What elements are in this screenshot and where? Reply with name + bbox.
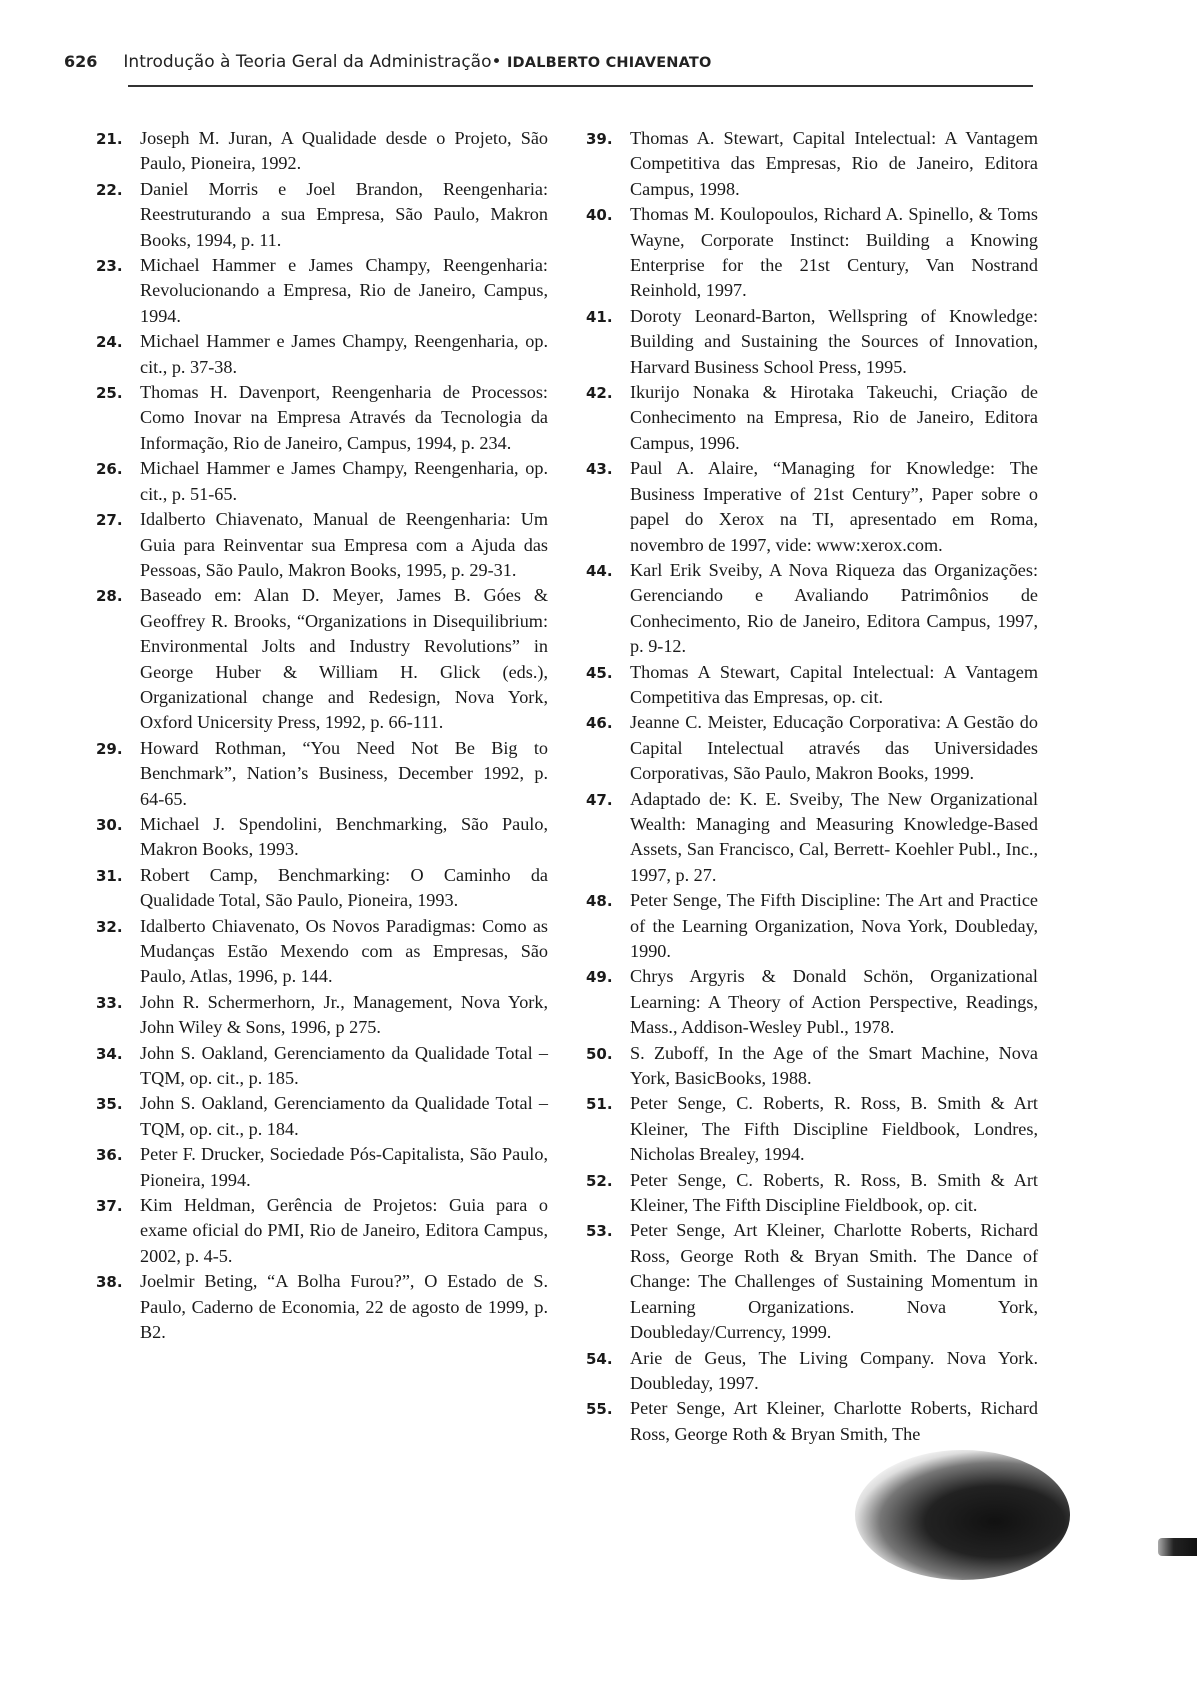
reference-number: 28. xyxy=(96,587,123,606)
reference-number: 25. xyxy=(96,384,123,403)
reference-item xyxy=(586,660,1038,711)
header-separator: • xyxy=(491,52,502,72)
reference-number: 29. xyxy=(96,739,123,758)
reference-text: Joelmir Beting, “A Bolha Furou?”, O Estado de S. Paulo, Caderno de Economia, 22 de agosto de 1999, p. B2. xyxy=(140,1271,548,1343)
reference-text: Peter Senge, Art Kleiner, Charlotte Roberts, Richard Ross, George Roth & Bryan Smith, The xyxy=(630,1398,1038,1444)
reference-item xyxy=(586,1041,1038,1092)
reference-text: Idalberto Chiavenato, Manual de Reengenharia: Um Guia para Reinventar sua Empresa com a Ajuda das Pessoas, São Paulo, Makron Books, 1995, p. 29-31. xyxy=(140,509,548,580)
reference-number: 24. xyxy=(96,333,123,352)
reference-text: Robert Camp, Benchmarking: O Caminho da Qualidade Total, São Paulo, Pioneira, 1993. xyxy=(140,864,548,911)
reference-text: John S. Oakland, Gerenciamento da Qualidade Total – TQM, op. cit., p. 185. xyxy=(140,1042,548,1089)
reference-text: Idalberto Chiavenato, Os Novos Paradigmas: Como as Mudanças Estão Mexendo com as Empresas, São Paulo, Atlas, 1996, p. 144. xyxy=(140,915,548,987)
reference-number: 22. xyxy=(96,180,123,199)
reference-text: John S. Oakland, Gerenciamento da Qualidade Total – TQM, op. cit., p. 184. xyxy=(140,1093,548,1139)
reference-number: 47. xyxy=(586,790,613,809)
reference-item xyxy=(96,329,548,380)
reference-number: 54. xyxy=(586,1349,613,1368)
reference-text: Daniel Morris e Joel Brandon, Reengenharia: Reestruturando a sua Empresa, São Paulo, Makron Books, 1994, p. 11. xyxy=(140,178,548,250)
reference-text: Doroty Leonard-Barton, Wellspring of Knowledge: Building and Sustaining the Sources of Innovation, Harvard Business School Press, 1995. xyxy=(630,305,1038,377)
reference-item xyxy=(586,456,1038,558)
reference-number: 26. xyxy=(96,460,123,479)
reference-item xyxy=(96,253,548,329)
reference-number: 50. xyxy=(586,1044,613,1063)
reference-item xyxy=(96,380,548,456)
reference-number: 33. xyxy=(96,993,123,1012)
reference-number: 53. xyxy=(586,1222,613,1241)
reference-text: Thomas M. Koulopoulos, Richard A. Spinello, & Toms Wayne, Corporate Instinct: Building a Knowing Enterprise for the 21st Century, Van Nostrand Reinhold, 1997. xyxy=(630,204,1038,301)
reference-text: Michael Hammer e James Champy, Reengenharia: Revolucionando a Empresa, Rio de Janeiro, Campus, 1994. xyxy=(140,255,548,326)
reference-text: Michael Hammer e James Champy, Reengenharia, op. cit., p. 37-38. xyxy=(140,331,548,377)
reference-item xyxy=(586,964,1038,1040)
reference-number: 55. xyxy=(586,1400,613,1419)
reference-item xyxy=(96,1091,548,1142)
scan-smudge xyxy=(855,1450,1070,1580)
reference-item xyxy=(586,1168,1038,1219)
reference-number: 37. xyxy=(96,1197,123,1216)
reference-item xyxy=(96,990,548,1041)
header-author: IDALBERTO CHIAVENATO xyxy=(506,55,712,71)
reference-number: 34. xyxy=(96,1044,123,1063)
reference-item xyxy=(96,1142,548,1193)
reference-item xyxy=(586,1091,1038,1167)
reference-text: Joseph M. Juran, A Qualidade desde o Projeto, São Paulo, Pioneira, 1992. xyxy=(140,128,548,174)
reference-item xyxy=(586,202,1038,304)
reference-item xyxy=(586,710,1038,786)
reference-item xyxy=(586,304,1038,380)
reference-text: John R. Schermerhorn, Jr., Management, Nova York, John Wiley & Sons, 1996, p 275. xyxy=(140,991,548,1038)
page-header xyxy=(64,52,1034,72)
reference-item xyxy=(586,888,1038,964)
reference-number: 44. xyxy=(586,561,613,580)
page-number: 626 xyxy=(64,52,98,71)
reference-number: 46. xyxy=(586,714,613,733)
reference-text: Peter F. Drucker, Sociedade Pós-Capitalista, São Paulo, Pioneira, 1994. xyxy=(140,1144,548,1190)
reference-item xyxy=(586,558,1038,660)
reference-item xyxy=(96,177,548,253)
reference-number: 23. xyxy=(96,257,123,276)
reference-item xyxy=(586,126,1038,202)
page-edge-mark xyxy=(1158,1538,1197,1556)
reference-number: 32. xyxy=(96,917,123,936)
reference-text: Peter Senge, C. Roberts, R. Ross, B. Smith & Art Kleiner, The Fifth Discipline Fieldbook, Londres, Nicholas Brealey, 1994. xyxy=(630,1093,1038,1165)
reference-item xyxy=(96,507,548,583)
reference-number: 38. xyxy=(96,1273,123,1292)
reference-text: Baseado em: Alan D. Meyer, James B. Góes & Geoffrey R. Brooks, “Organizations in Disequilibrium: Environmental Jolts and Industry Revolutions” in George Huber & William H. Glick (eds.), Organizational change and Redesign, Nova York, Oxford Unicersity Press, 1992, p. 66-111. xyxy=(140,585,548,733)
reference-text: Peter Senge, The Fifth Discipline: The Art and Practice of the Learning Organization, Nova York, Doubleday, 1990. xyxy=(630,890,1038,961)
reference-item xyxy=(96,126,548,177)
reference-item xyxy=(96,812,548,863)
reference-text: S. Zuboff, In the Age of the Smart Machine, Nova York, BasicBooks, 1988. xyxy=(630,1042,1038,1089)
header-rule xyxy=(128,85,1033,87)
reference-item xyxy=(96,1041,548,1092)
reference-item xyxy=(586,1218,1038,1345)
reference-text: Jeanne C. Meister, Educação Corporativa: A Gestão do Capital Intelectual através das Universidades Corporativas, São Paulo, Makron Books, 1999. xyxy=(630,712,1038,784)
reference-number: 39. xyxy=(586,130,613,148)
reference-item xyxy=(96,1193,548,1269)
reference-item xyxy=(96,914,548,990)
reference-number: 43. xyxy=(586,460,613,479)
reference-item xyxy=(586,1396,1038,1447)
reference-number: 45. xyxy=(586,663,613,682)
reference-number: 49. xyxy=(586,968,613,987)
reference-text: Howard Rothman, “You Need Not Be Big to Benchmark”, Nation’s Business, December 1992, p. 64-65. xyxy=(140,737,548,809)
reference-item xyxy=(96,863,548,914)
reference-text: Peter Senge, Art Kleiner, Charlotte Roberts, Richard Ross, George Roth & Bryan Smith. The Dance of Change: The Challenges of Sustaining Momentum in Learning Organizations. Nova York, Doubleday/Currency, 1999. xyxy=(630,1220,1038,1343)
reference-number: 27. xyxy=(96,511,123,530)
references-left-column xyxy=(96,126,548,1346)
reference-text: Karl Erik Sveiby, A Nova Riqueza das Organizações: Gerenciando e Avaliando Patrimônios de Conhecimento, Rio de Janeiro, Editora Campus, 1997, p. 9-12. xyxy=(630,559,1038,657)
reference-text: Thomas A Stewart, Capital Intelectual: A Vantagem Competitiva das Empresas, op. cit. xyxy=(630,661,1038,707)
reference-text: Thomas H. Davenport, Reengenharia de Processos: Como Inovar na Empresa Através da Tecnologia da Informação, Rio de Janeiro, Campus, 1994, p. 234. xyxy=(140,382,548,453)
reference-text: Adaptado de: K. E. Sveiby, The New Organizational Wealth: Managing and Measuring Knowledge-Based Assets, San Francisco, Cal, Berrett- Koehler Publ., Inc., 1997, p. 27. xyxy=(630,788,1038,885)
reference-text: Peter Senge, C. Roberts, R. Ross, B. Smith & Art Kleiner, The Fifth Discipline Fieldbook, op. cit. xyxy=(630,1169,1038,1216)
reference-number: 30. xyxy=(96,815,123,834)
reference-number: 51. xyxy=(586,1095,613,1114)
reference-item xyxy=(586,380,1038,456)
reference-item xyxy=(96,1269,548,1345)
reference-number: 40. xyxy=(586,206,613,225)
reference-number: 42. xyxy=(586,384,613,403)
reference-text: Michael Hammer e James Champy, Reengenharia, op. cit., p. 51-65. xyxy=(140,458,548,504)
reference-number: 52. xyxy=(586,1171,613,1190)
reference-number: 48. xyxy=(586,892,613,911)
reference-number: 41. xyxy=(586,307,613,326)
reference-item xyxy=(586,787,1038,889)
reference-number: 31. xyxy=(96,866,123,885)
reference-item xyxy=(96,583,548,735)
references-right-column xyxy=(586,126,1038,1447)
reference-number: 21. xyxy=(96,130,123,148)
reference-text: Arie de Geus, The Living Company. Nova York. Doubleday, 1997. xyxy=(630,1347,1038,1393)
reference-text: Michael J. Spendolini, Benchmarking, São Paulo, Makron Books, 1993. xyxy=(140,813,548,860)
reference-text: Chrys Argyris & Donald Schön, Organizational Learning: A Theory of Action Perspective, Readings, Mass., Addison-Wesley Publ., 1978. xyxy=(630,966,1038,1038)
reference-number: 36. xyxy=(96,1146,123,1165)
reference-item xyxy=(586,1346,1038,1397)
reference-text: Ikurijo Nonaka & Hirotaka Takeuchi, Criação de Conhecimento na Empresa, Rio de Janeiro, Editora Campus, 1996. xyxy=(630,382,1038,453)
reference-item xyxy=(96,456,548,507)
reference-text: Kim Heldman, Gerência de Projetos: Guia para o exame oficial do PMI, Rio de Janeiro, Editora Campus, 2002, p. 4-5. xyxy=(140,1195,548,1266)
reference-text: Thomas A. Stewart, Capital Intelectual: A Vantagem Competitiva das Empresas, Rio de Janeiro, Editora Campus, 1998. xyxy=(630,128,1038,199)
reference-text: Paul A. Alaire, “Managing for Knowledge: The Business Imperative of 21st Century”, Paper sobre o papel do Xerox na TI, apresentado em Roma, novembro de 1997, vide: www:xerox.com. xyxy=(630,458,1038,555)
reference-number: 35. xyxy=(96,1095,123,1114)
reference-item xyxy=(96,736,548,812)
book-title: Introdução à Teoria Geral da Administração xyxy=(123,52,492,72)
